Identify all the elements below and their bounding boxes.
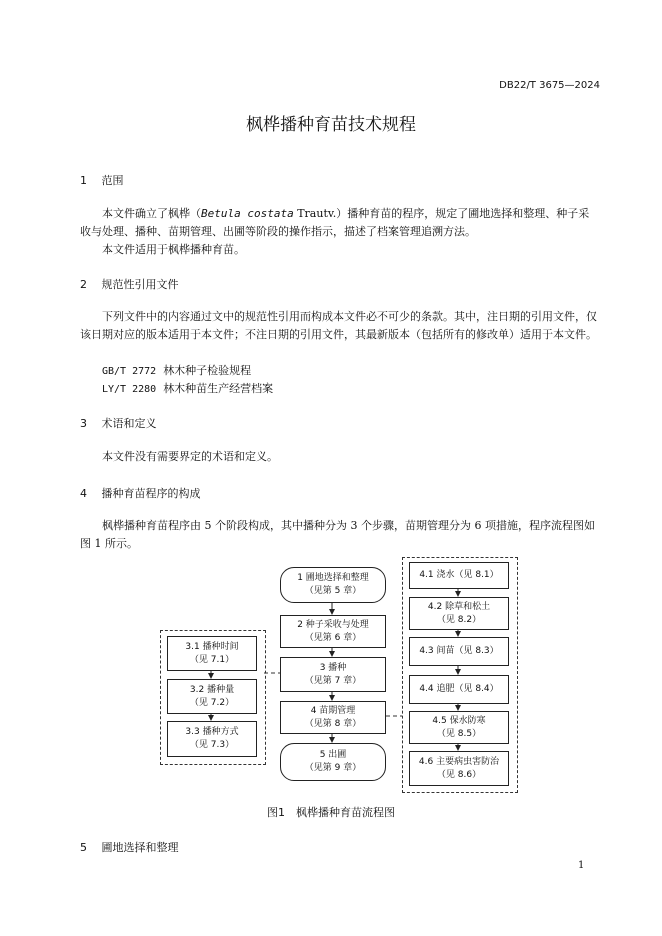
flow-step-4	[280, 701, 386, 734]
flow-step-ref: （见第 8 章）	[304, 718, 362, 729]
flow-step-2	[280, 615, 386, 648]
ref-name: 林木种子检验规程	[163, 364, 252, 377]
mgmt-step-title: 4.1 浇水（见 8.1）	[419, 570, 499, 580]
flow-step-title: 1 圃地选择和整理	[297, 573, 369, 583]
mgmt-step-3	[409, 637, 509, 666]
mgmt-step-6	[409, 751, 509, 786]
mgmt-step-2	[409, 597, 509, 630]
mgmt-step-1	[409, 562, 509, 589]
mgmt-step-ref: （见 8.6）	[436, 769, 482, 780]
mgmt-step-title: 4.3 间苗（见 8.3）	[419, 646, 499, 656]
flow-step-ref: （见第 9 章）	[304, 763, 362, 773]
flow-step-1	[280, 567, 386, 603]
refs-intro-text: 下列文件中的内容通过文中的规范性引用而构成本文件必不可少的条款。其中，注日期的引用文件，仅该日期对应的版本适用于本文件；不注日期的引用文件，其最新版本（包括所有的修改单）适用于本文件。	[80, 310, 597, 341]
substep-ref: （见 7.1）	[189, 654, 235, 665]
ref-code: LY/T 2280	[102, 384, 157, 395]
flow-step-title: 4 苗期管理	[310, 705, 356, 716]
figure-caption: 图1 枫桦播种育苗流程图	[267, 806, 395, 819]
flow-step-ref: （见第 7 章）	[304, 675, 362, 686]
page-number: 1	[578, 860, 585, 871]
page-title: 枫桦播种育苗技术规程	[246, 115, 416, 135]
section-title: 规范性引用文件	[101, 278, 179, 291]
flow-step-title: 3 播种	[319, 662, 347, 673]
terms-text: 本文件没有需要界定的术语和定义。	[102, 450, 278, 463]
flow-step-3	[280, 657, 386, 692]
substep-title: 3.3 播种方式	[185, 727, 239, 737]
ref-name: 林木种苗生产经营档案	[163, 382, 274, 395]
mgmt-step-5	[409, 711, 509, 744]
flow-step-ref: （见第 6 章）	[304, 632, 362, 643]
flow-step-ref: （见第 5 章）	[304, 586, 362, 596]
section-number: 3	[80, 417, 87, 430]
section-title: 播种育苗程序的构成	[101, 487, 201, 500]
mgmt-step-title: 4.5 保水防寒	[432, 715, 486, 726]
doc-code: DB22/T 3675—2024	[499, 80, 600, 91]
section-number: 4	[80, 487, 87, 500]
sowing-substep-2	[167, 679, 257, 714]
substep-ref: （见 7.2）	[189, 697, 235, 708]
section-title: 圃地选择和整理	[101, 841, 179, 854]
section-title: 术语和定义	[101, 417, 157, 430]
mgmt-step-4	[409, 675, 509, 704]
section-heading-5	[80, 839, 179, 855]
procedure-text: 枫桦播种育苗程序由 5 个阶段构成，其中播种分为 3 个步骤，苗期管理分为 6 项措施，程序流程图如图 1 所示。	[80, 519, 595, 550]
flow-step-title: 5 出圃	[319, 750, 347, 760]
mgmt-step-ref: （见 8.2）	[436, 614, 482, 625]
sowing-substep-1	[167, 636, 257, 671]
substep-title: 3.1 播种时间	[185, 641, 239, 652]
mgmt-step-ref: （见 8.5）	[436, 728, 482, 739]
substep-title: 3.2 播种量	[189, 684, 235, 695]
sowing-substep-3	[167, 721, 257, 757]
ref-code: GB/T 2772	[102, 366, 157, 377]
substep-ref: （见 7.3）	[189, 740, 235, 750]
flow-step-5	[280, 743, 386, 781]
scope-text-a: 本文件确立了枫桦（	[102, 207, 201, 220]
section-number: 1	[80, 174, 87, 187]
scope-text-b: Trautv.）播种育苗的程序，规定了圃地选择和整理、种子采收与处理、播种、苗期管理、出圃等阶段的操作指示，描述了档案管理追溯方法。	[80, 207, 590, 238]
mgmt-step-title: 4.6 主要病虫害防治	[418, 756, 500, 767]
section-number: 5	[80, 841, 87, 854]
section-title: 范围	[101, 174, 124, 187]
mgmt-step-title: 4.2 除草和松土	[427, 601, 491, 612]
mgmt-step-title: 4.4 追肥（见 8.4）	[419, 684, 499, 694]
scope-applicability-text: 本文件适用于枫桦播种育苗。	[102, 243, 245, 256]
scope-latin: Betula costata	[201, 207, 294, 220]
section-number: 2	[80, 278, 87, 291]
flow-step-title: 2 种子采收与处理	[297, 619, 369, 630]
